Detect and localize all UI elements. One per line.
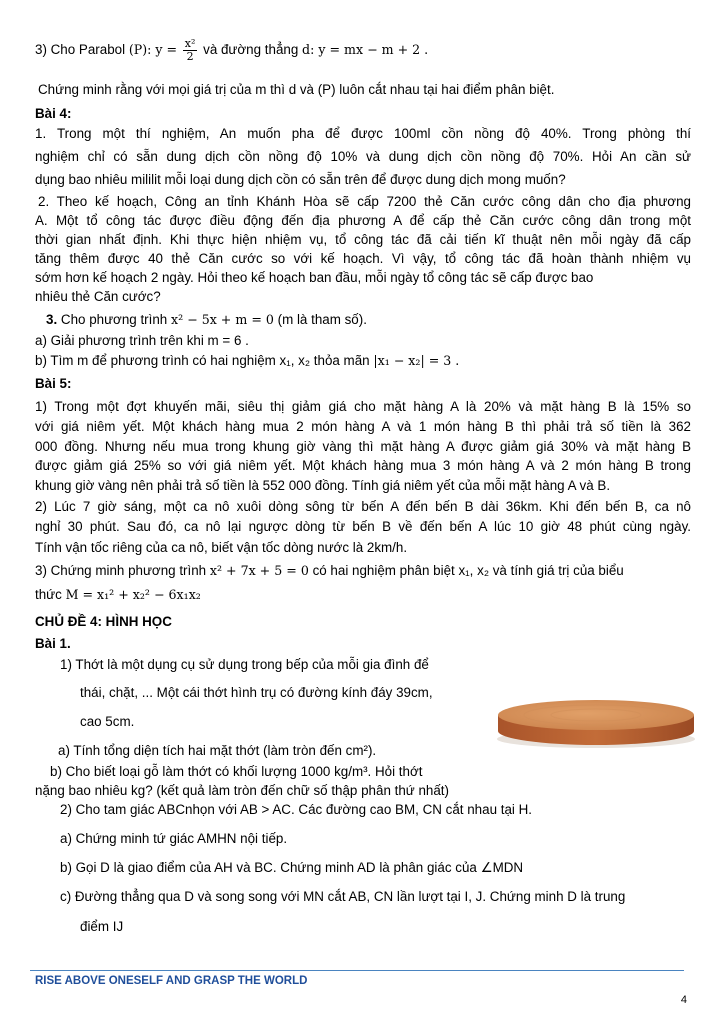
chude4-q1-line: 1) Thớt là một dụng cụ sử dụng trong bếp của mỗi gia đình để	[60, 657, 429, 672]
bai4-q1-line: dụng bao nhiêu mililit mỗi loại dung dịch cồn có sẵn trên để được dung dịch mong muốn?	[35, 172, 566, 187]
bai5-q3-expression: M = x₁² + x₂² − 6x₁x₂	[65, 587, 201, 602]
line-text: và đường thẳng	[203, 42, 299, 58]
parabola-text: 3) Cho Parabol	[35, 42, 126, 58]
bai4-q3-number: 3.	[46, 312, 58, 327]
bai5-q2-line: nghỉ 30 phút. Sau đó, ca nô lại ngược dòng từ bến B về đến bến A lúc 10 giờ 48 phút cùng ngày.	[35, 519, 691, 534]
chude4-q1b-line: nặng bao nhiêu kg? (kết quả làm tròn đến chữ số thập phân thứ nhất)	[35, 783, 449, 798]
bai5-q2-line: Tính vận tốc riêng của ca nô, biết vận tốc dòng nước là 2km/h.	[35, 540, 408, 555]
chude4-q1b-line: b) Cho biết loại gỗ làm thớt có khối lượng 1000 kg/m³. Hỏi thớt	[50, 764, 423, 779]
bai4-q1-line: nghiệm chỉ có sẵn dung dịch cồn nồng độ 10% và dung dịch cồn nồng độ 70%. Hỏi An cần sử	[35, 149, 691, 164]
chude4-heading: CHỦ ĐỀ 4: HÌNH HỌC	[35, 614, 172, 629]
bai4-q2-line: tăng thêm được 40 thẻ Căn cước so với kế hoạch. Vì vậy, tổ công tác đã hoàn thành nhiệm vụ	[35, 251, 691, 266]
bai4-q3-text: Cho phương trình	[60, 312, 168, 327]
footer-motto: RISE ABOVE ONESELF AND GRASP THE WORLD	[35, 975, 308, 987]
bai4-heading: Bài 4:	[35, 106, 72, 121]
parabola-prove: Chứng minh rằng với mọi giá trị của m thì d và (P) luôn cắt nhau tại hai điểm phân biệt.	[38, 82, 555, 97]
chude4-q2c-line: điểm IJ	[80, 919, 124, 934]
chude4-q1-line: cao 5cm.	[80, 714, 135, 729]
bai5-q1-line: 1) Trong một đợt khuyến mãi, siêu thị giảm giá cho mặt hàng A là 20% và mặt hàng B là 15% so	[35, 399, 691, 414]
chude4-q2a: a) Chứng minh tứ giác AMHN nội tiếp.	[60, 831, 288, 846]
bai4-q3b-equation: |x₁ − x₂| = 3 .	[373, 353, 460, 368]
bai5-q3-text-b: có hai nghiệm phân biệt x₁, x₂ và tính giá trị của biểu	[312, 563, 624, 578]
bai4-q1-line: 1. Trong một thí nghiệm, An muốn pha để được 100ml cồn nồng độ 40%. Trong phòng thí	[35, 126, 691, 141]
bai5-q1-line: 000 đồng. Nhưng nếu mua trong khung giờ vàng thì mặt hàng A được giảm giá 30% và mặt hàng B	[35, 439, 691, 454]
bai4-q3b-text: b) Tìm m để phương trình có hai nghiệm x₁, x₂ thỏa mãn	[35, 353, 370, 368]
parabola-eq: (P): y =	[128, 42, 178, 58]
bai4-q2-line: nhiêu thẻ Căn cước?	[35, 289, 161, 304]
bai5-q3-equation: x² + 7x + 5 = 0	[209, 563, 309, 578]
bai4-q2-line: A. Một tổ công tác được điều động đến địa phương A để cấp thẻ Căn cước công dân trong một	[35, 213, 691, 228]
bai4-q3b	[35, 351, 691, 370]
bai5-heading: Bài 5:	[35, 376, 72, 391]
bai5-q3	[35, 561, 691, 580]
bai4-q3-param: (m là tham số).	[277, 312, 367, 327]
bai5-q3-expression-label: thức	[35, 587, 62, 602]
bai4-q3	[46, 310, 691, 329]
line-eq: d: y = mx − m + 2 .	[302, 42, 429, 58]
bai5-q3-text: 3) Chứng minh phương trình	[35, 563, 207, 578]
chude4-q2b: b) Gọi D là giao điểm của AH và BC. Chứng minh AD là phân giác của ∠MDN	[60, 860, 524, 875]
bai5-q1-line: với giá niêm yết. Một khách hàng mua 2 món hàng A và 1 món hàng B thì phải trả số tiền là 362	[35, 419, 691, 434]
chude4-bai1-heading: Bài 1.	[35, 636, 71, 651]
footer-divider	[30, 970, 684, 971]
fraction-x2-over-2	[183, 38, 198, 63]
bai4-q3-equation: x² − 5x + m = 0	[170, 312, 274, 327]
bai4-q2-line: thời gian nhất định. Khi thực hiện nhiệm vụ, tổ công tác đã cải tiến kĩ thuật nên mỗi ngày đã cấp	[35, 232, 691, 247]
bai5-q1-line: khung giờ vàng nên phải trả số tiền là 552 000 đồng. Tính giá niêm yết của mỗi mặt hàng A và B.	[35, 478, 611, 493]
fraction-numerator: x²	[184, 37, 196, 50]
bai4-q3a: a) Giải phương trình trên khi m = 6 .	[35, 333, 249, 348]
parabola-line	[35, 38, 691, 63]
bai4-q2-line: sớm hơn kế hoạch 2 ngày. Hỏi theo kế hoạch ban đầu, mỗi ngày tổ công tác sẽ cấp được bao	[35, 270, 594, 285]
chude4-q1a: a) Tính tổng diện tích hai mặt thớt (làm tròn đến cm²).	[58, 743, 377, 758]
fraction-denominator: 2	[186, 50, 194, 63]
bai4-q2-line: 2. Theo kế hoạch, Công an tỉnh Khánh Hòa sẽ cấp 7200 thẻ Căn cước công dân cho địa phương	[38, 194, 691, 209]
chude4-q1-line: thái, chặt, ... Một cái thớt hình trụ có đường kính đáy 39cm,	[80, 685, 433, 700]
page-number: 4	[680, 994, 687, 1006]
bai5-q1-line: được giảm giá 25% so với giá niêm yết. Một khách hàng mua 3 món hàng A và 2 món hàng B trong	[35, 458, 691, 473]
chude4-q2: 2) Cho tam giác ABCnhọn với AB > AC. Các đường cao BM, CN cắt nhau tại H.	[60, 802, 532, 817]
bai5-q2-line: 2) Lúc 7 giờ sáng, một ca nô xuôi dòng sông từ bến A đến bến B dài 36km. Khi đến bến B, ca nô	[35, 499, 691, 514]
bai5-q3-line2	[35, 585, 691, 604]
chude4-q2c-line: c) Đường thẳng qua D và song song với MN cắt AB, CN lần lượt tại I, J. Chứng minh D là trung	[60, 889, 626, 904]
